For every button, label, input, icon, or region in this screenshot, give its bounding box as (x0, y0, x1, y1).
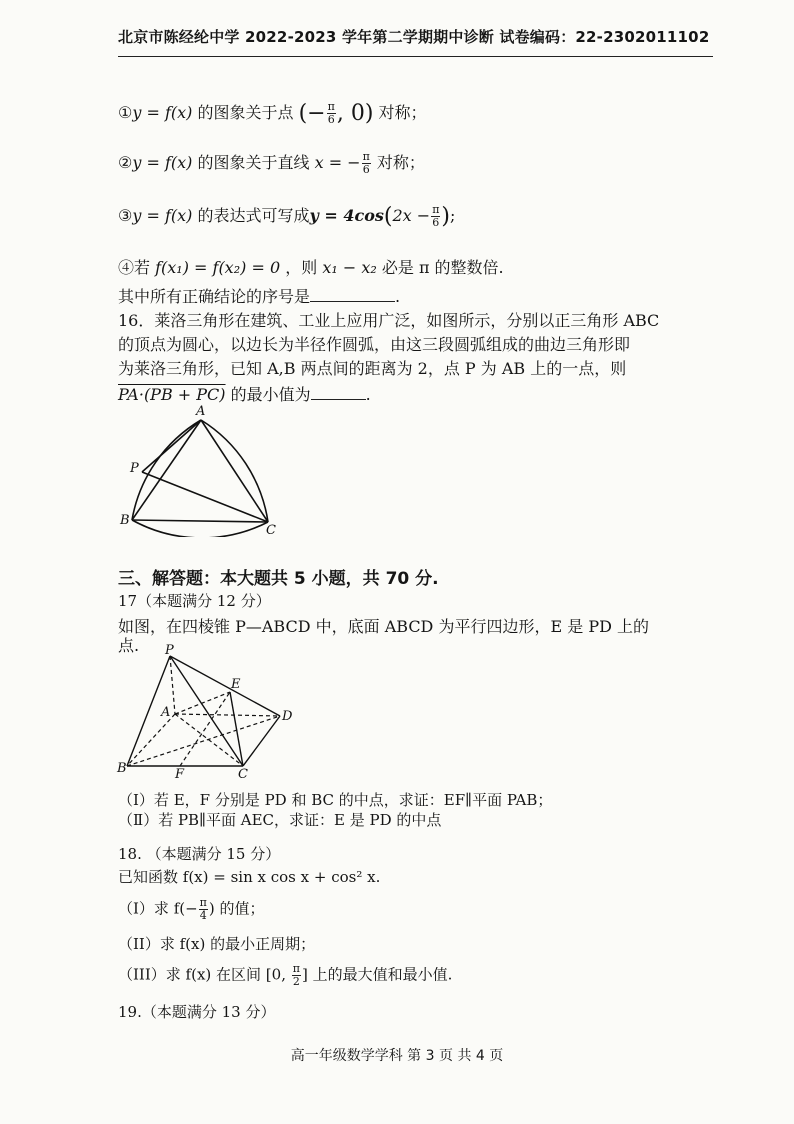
q16-line-2: 的顶点为圆心，以边长为半径作圆弧，由这三段圆弧组成的曲边三角形即 (118, 335, 631, 354)
q18-part-1-pre: （I）求 f(− (118, 899, 198, 918)
edge-pc (170, 656, 243, 766)
q18-given: 已知函数 f(x) = sin x cos x + cos² x. (118, 868, 381, 886)
label-b: B (117, 761, 127, 776)
header-text: 北京市陈经纶中学 2022-2023 学年第二学期期中诊断 试卷编码：22-2302011102 (118, 28, 710, 46)
fraction-numerator: π (292, 962, 300, 975)
statement-3-fraction (431, 204, 440, 229)
statement-4-expression: f(x₁) = f(x₂) = 0 (155, 258, 281, 277)
fraction-denominator: 6 (432, 216, 440, 229)
q18-part-2: （II）求 f(x) 的最小正周期； (118, 935, 316, 953)
label-f: F (175, 767, 185, 782)
segment-ae (175, 692, 230, 714)
q18-part-3 (118, 963, 452, 988)
paren-open: ( (383, 204, 393, 229)
q19-score: 19.（本题满分 13 分） (118, 1003, 276, 1021)
section-3-title: 三、解答题：本大题共 5 小题，共 70 分. (118, 569, 439, 589)
conclusion-end: . (395, 287, 401, 306)
answer-blank-15[interactable] (310, 287, 395, 302)
fraction-numerator: π (362, 150, 370, 163)
fraction-denominator: 2 (292, 975, 300, 988)
q18-part-1-fraction (199, 897, 208, 922)
statement-2-fraction (362, 151, 371, 176)
q17-line-1: 如图，在四棱锥 P—ABCD 中，底面 ABCD 为平行四边形，E 是 PD 上的 (118, 617, 650, 636)
statement-1-number: ① (118, 103, 133, 122)
statement-3 (118, 203, 455, 229)
statement-2-equation: x = − (314, 153, 361, 172)
q18-part-3-pre: （III）求 f(x) 在区间 [0, (118, 965, 291, 984)
reuleaux-triangle-diagram (110, 402, 290, 537)
fraction-numerator: π (199, 896, 207, 909)
statement-1-suffix: 对称； (373, 103, 427, 122)
q17-line-2: 点. (118, 636, 140, 655)
answer-blank-16[interactable] (311, 385, 366, 400)
statement-1-point-open: (− (298, 101, 326, 126)
q17-score: 17（本题满分 12 分） (118, 592, 271, 610)
statement-1-lhs: y = f(x) (132, 103, 193, 122)
q18-part-3-post: ] 上的最大值和最小值. (301, 965, 453, 984)
segment-fe (180, 692, 230, 766)
conclusion-line (118, 284, 400, 307)
label-a: A (161, 705, 171, 720)
statement-2-number: ② (118, 153, 133, 172)
page-footer: 高一年级数学学科 第 3 页 共 4 页 (290, 1048, 504, 1064)
label-b: B (120, 513, 130, 528)
statement-3-expression: y = 4cos (309, 206, 384, 225)
fraction-numerator: π (327, 100, 335, 113)
statement-1 (118, 100, 427, 126)
edge-ad (175, 714, 280, 716)
statement-4-suffix: 必是 π 的整数倍. (376, 258, 504, 277)
statement-3-text: 的表达式可写成 (192, 206, 310, 225)
conclusion-text: 其中所有正确结论的序号是 (118, 287, 311, 306)
q18-part-3-fraction (292, 963, 301, 988)
statement-1-text: 的图象关于点 (192, 103, 299, 122)
statement-4-difference: x₁ − x₂ (322, 258, 377, 277)
label-e: E (231, 677, 241, 692)
fraction-denominator: 4 (199, 909, 207, 922)
statement-3-inner: 2x − (392, 206, 431, 225)
q17-part-1: （Ⅰ）若 E，F 分别是 PD 和 BC 的中点，求证：EF∥平面 PAB； (118, 791, 553, 809)
edge-pa (170, 656, 175, 714)
statement-2-suffix: 对称； (371, 153, 425, 172)
statement-4-number: ④若 (118, 258, 156, 277)
fraction-denominator: 6 (362, 163, 370, 176)
q18-part-1-post: ) 的值； (208, 899, 265, 918)
segment-bc (132, 520, 268, 522)
fraction-numerator: π (432, 203, 440, 216)
q18-part-1 (118, 897, 265, 922)
statement-3-lhs: y = f(x) (132, 206, 193, 225)
label-p: P (165, 644, 174, 658)
q16-question: 的最小值为 (225, 385, 311, 404)
statement-2-lhs: y = f(x) (132, 153, 193, 172)
edge-cd (243, 716, 280, 766)
label-c: C (238, 767, 248, 782)
statement-3-suffix: ; (450, 206, 456, 225)
segment-ab (132, 420, 201, 520)
q16-line-3: 为莱洛三角形，已知 A,B 两点间的距离为 2，点 P 为 AB 上的一点，则 (118, 359, 627, 378)
label-d: D (282, 709, 293, 724)
statement-2 (118, 150, 425, 176)
edge-ab (127, 714, 175, 766)
statement-3-number: ③ (118, 206, 133, 225)
statement-4 (118, 255, 504, 278)
segment-pc (142, 472, 268, 522)
q17-part-2: （Ⅱ）若 PB∥平面 AEC，求证：E 是 PD 的中点 (118, 811, 442, 829)
edge-pd (170, 656, 280, 716)
q16-line-1: 16．莱洛三角形在建筑、工业上应用广泛，如图所示，分别以正三角形 ABC (118, 311, 660, 330)
fraction-denominator: 6 (327, 113, 335, 126)
label-p: P (130, 461, 139, 476)
label-a: A (196, 404, 206, 419)
paren-close: ) (441, 204, 451, 229)
statement-4-text: ，则 (280, 258, 323, 277)
segment-pa (142, 420, 201, 472)
statement-2-text: 的图象关于直线 (192, 153, 315, 172)
segment-ac (201, 420, 268, 522)
page-header (118, 26, 713, 57)
label-c: C (266, 523, 276, 537)
pyramid-diagram (115, 644, 300, 784)
q16-vector-expression: PA·(PB + PC) (118, 385, 226, 404)
arc-bc (132, 520, 268, 537)
statement-1-fraction (327, 101, 336, 126)
q16-end: . (365, 385, 371, 404)
statement-1-point-close: , 0) (336, 101, 374, 126)
q18-score: 18. （本题满分 15 分） (118, 845, 281, 863)
